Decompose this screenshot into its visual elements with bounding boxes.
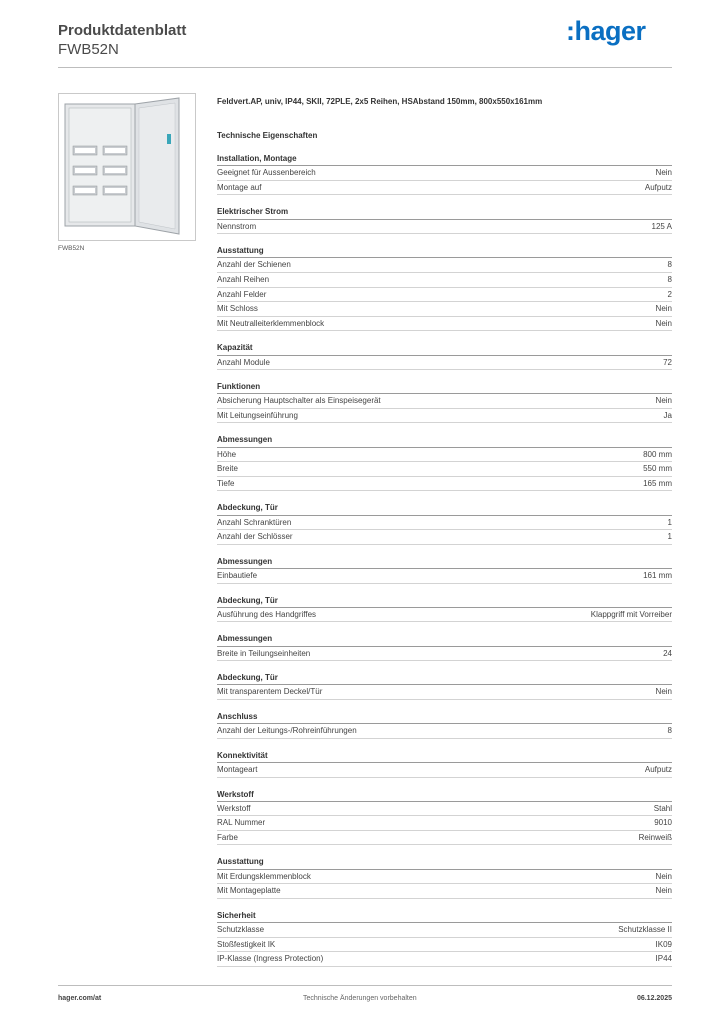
spec-group-title: Ausstattung bbox=[217, 244, 672, 258]
spec-row bbox=[217, 831, 672, 846]
spec-label: Mit Schloss bbox=[217, 304, 258, 314]
footer-divider bbox=[58, 985, 672, 986]
spec-row bbox=[217, 569, 672, 584]
spec-label: Anzahl Reihen bbox=[217, 274, 270, 284]
spec-label: Anzahl Felder bbox=[217, 289, 267, 299]
spec-label: Anzahl der Schienen bbox=[217, 260, 291, 270]
spec-label: Ausführung des Handgriffes bbox=[217, 609, 317, 619]
spec-value: Stahl bbox=[653, 803, 672, 813]
spec-value: 2 bbox=[667, 289, 672, 299]
spec-group bbox=[217, 152, 672, 195]
spec-row bbox=[217, 448, 672, 463]
spec-label: Breite in Teilungseinheiten bbox=[217, 648, 311, 658]
spec-value: 8 bbox=[667, 274, 672, 284]
spec-group bbox=[217, 205, 672, 234]
spec-label: Mit Neutralleiterklemmenblock bbox=[217, 318, 325, 328]
spec-row bbox=[217, 884, 672, 899]
spec-group bbox=[217, 380, 672, 423]
spec-group bbox=[217, 788, 672, 846]
spec-label: Anzahl der Schlösser bbox=[217, 532, 293, 542]
spec-value: IP44 bbox=[655, 954, 672, 964]
spec-group-title: Abdeckung, Tür bbox=[217, 501, 672, 515]
spec-group bbox=[217, 244, 672, 331]
spec-row bbox=[217, 462, 672, 477]
spec-group bbox=[217, 749, 672, 778]
spec-label: Montageart bbox=[217, 764, 258, 774]
spec-label: Anzahl Schranktüren bbox=[217, 517, 292, 527]
spec-group-title: Anschluss bbox=[217, 710, 672, 724]
spec-group-title: Konnektivität bbox=[217, 749, 672, 763]
spec-value: Nein bbox=[655, 318, 672, 328]
spec-value: Aufputz bbox=[644, 182, 672, 192]
spec-row bbox=[217, 317, 672, 332]
spec-row bbox=[217, 938, 672, 953]
spec-value: Nein bbox=[655, 396, 672, 406]
spec-group-title: Sicherheit bbox=[217, 909, 672, 923]
spec-value: Klappgriff mit Vorreiber bbox=[590, 609, 672, 619]
spec-value: 8 bbox=[667, 726, 672, 736]
spec-value: Schutzklasse II bbox=[618, 925, 672, 935]
spec-value: 125 A bbox=[651, 221, 672, 231]
spec-value: Nein bbox=[655, 871, 672, 881]
spec-value: 161 mm bbox=[643, 571, 672, 580]
spec-row bbox=[217, 608, 672, 623]
spec-label: Einbautiefe bbox=[217, 571, 258, 580]
spec-group-title: Installation, Montage bbox=[217, 152, 672, 166]
spec-label: Tiefe bbox=[217, 478, 235, 488]
spec-group bbox=[217, 433, 672, 491]
spec-group bbox=[217, 341, 672, 370]
spec-group bbox=[217, 710, 672, 739]
spec-row bbox=[217, 181, 672, 196]
spec-table bbox=[217, 152, 672, 967]
spec-label: Farbe bbox=[217, 832, 238, 842]
spec-label: Montage auf bbox=[217, 182, 262, 192]
header-divider bbox=[58, 67, 672, 68]
spec-label: Höhe bbox=[217, 449, 237, 459]
spec-row bbox=[217, 816, 672, 831]
product-image bbox=[58, 93, 196, 241]
product-description: Feldvert.AP, univ, IP44, SKII, 72PLE, 2x5 Reihen, HSAbstand 150mm, 800x550x161mm bbox=[217, 97, 543, 106]
spec-group-title: Funktionen bbox=[217, 380, 672, 394]
spec-row bbox=[217, 952, 672, 967]
spec-value: Reinweiß bbox=[638, 832, 672, 842]
product-code: FWB52N bbox=[58, 41, 119, 58]
spec-label: IP-Klasse (Ingress Protection) bbox=[217, 954, 324, 964]
hager-logo: :hager bbox=[566, 16, 646, 46]
spec-label: Mit Leitungseinführung bbox=[217, 410, 298, 420]
spec-group bbox=[217, 855, 672, 898]
spec-row bbox=[217, 647, 672, 662]
distribution-cabinet-illustration bbox=[59, 94, 195, 240]
spec-value: Nein bbox=[655, 304, 672, 314]
spec-value: 8 bbox=[667, 260, 672, 270]
spec-row bbox=[217, 356, 672, 371]
spec-label: Anzahl Module bbox=[217, 357, 270, 367]
spec-value: Nein bbox=[655, 886, 672, 896]
spec-group bbox=[217, 594, 672, 623]
spec-group-title: Werkstoff bbox=[217, 788, 672, 802]
spec-label: Breite bbox=[217, 464, 238, 474]
spec-label: Anzahl der Leitungs-/Rohreinführungen bbox=[217, 726, 357, 736]
spec-group-title: Abdeckung, Tür bbox=[217, 671, 672, 685]
image-caption: FWB52N bbox=[58, 245, 85, 252]
section-heading: Technische Eigenschaften bbox=[217, 131, 318, 140]
spec-label: RAL Nummer bbox=[217, 818, 266, 828]
spec-value: 1 bbox=[667, 517, 672, 527]
spec-row bbox=[217, 409, 672, 424]
spec-value: 550 mm bbox=[643, 464, 672, 474]
page-title: Produktdatenblatt bbox=[58, 22, 187, 39]
footer-date: 06.12.2025 bbox=[636, 995, 672, 1002]
spec-row bbox=[217, 685, 672, 700]
spec-value: IK09 bbox=[655, 939, 672, 949]
spec-row bbox=[217, 273, 672, 288]
spec-row bbox=[217, 220, 672, 235]
spec-row bbox=[217, 302, 672, 317]
spec-row bbox=[217, 258, 672, 273]
spec-row bbox=[217, 394, 672, 409]
spec-group-title: Elektrischer Strom bbox=[217, 205, 672, 219]
spec-value: Nein bbox=[655, 168, 672, 178]
spec-label: Mit Montageplatte bbox=[217, 886, 281, 896]
document-header bbox=[58, 22, 186, 59]
spec-label: Mit Erdungsklemmenblock bbox=[217, 871, 311, 881]
spec-row bbox=[217, 530, 672, 545]
footer-website: hager.com/at bbox=[58, 995, 102, 1002]
spec-group-title: Abmessungen bbox=[217, 632, 672, 646]
footer-disclaimer: Technische Änderungen vorbehalten bbox=[303, 995, 417, 1002]
spec-row bbox=[217, 923, 672, 938]
spec-group-title: Kapazität bbox=[217, 341, 672, 355]
spec-row bbox=[217, 763, 672, 778]
spec-value: 9010 bbox=[654, 818, 672, 828]
spec-group-title: Abmessungen bbox=[217, 555, 672, 569]
spec-row bbox=[217, 724, 672, 739]
spec-group-title: Abmessungen bbox=[217, 433, 672, 447]
spec-value: 24 bbox=[663, 648, 672, 658]
spec-group bbox=[217, 555, 672, 584]
spec-value: Ja bbox=[663, 410, 672, 420]
spec-row bbox=[217, 802, 672, 817]
spec-label: Geeignet für Aussenbereich bbox=[217, 168, 316, 178]
spec-label: Mit transparentem Deckel/Tür bbox=[217, 687, 323, 697]
spec-group bbox=[217, 632, 672, 661]
spec-label: Stoßfestigkeit IK bbox=[217, 939, 276, 949]
spec-value: 165 mm bbox=[643, 478, 672, 488]
spec-value: Aufputz bbox=[644, 764, 672, 774]
spec-group bbox=[217, 909, 672, 967]
spec-row bbox=[217, 516, 672, 531]
spec-group bbox=[217, 501, 672, 544]
spec-label: Nennstrom bbox=[217, 221, 257, 231]
spec-label: Absicherung Hauptschalter als Einspeisegerät bbox=[217, 396, 381, 406]
spec-row bbox=[217, 477, 672, 492]
spec-value: Nein bbox=[655, 687, 672, 697]
spec-row bbox=[217, 288, 672, 303]
spec-group-title: Ausstattung bbox=[217, 855, 672, 869]
spec-row bbox=[217, 870, 672, 885]
spec-row bbox=[217, 166, 672, 181]
spec-value: 800 mm bbox=[643, 449, 672, 459]
spec-label: Werkstoff bbox=[217, 803, 251, 813]
spec-group-title: Abdeckung, Tür bbox=[217, 594, 672, 608]
spec-value: 72 bbox=[663, 357, 672, 367]
spec-label: Schutzklasse bbox=[217, 925, 265, 935]
spec-value: 1 bbox=[667, 532, 672, 542]
spec-group bbox=[217, 671, 672, 700]
